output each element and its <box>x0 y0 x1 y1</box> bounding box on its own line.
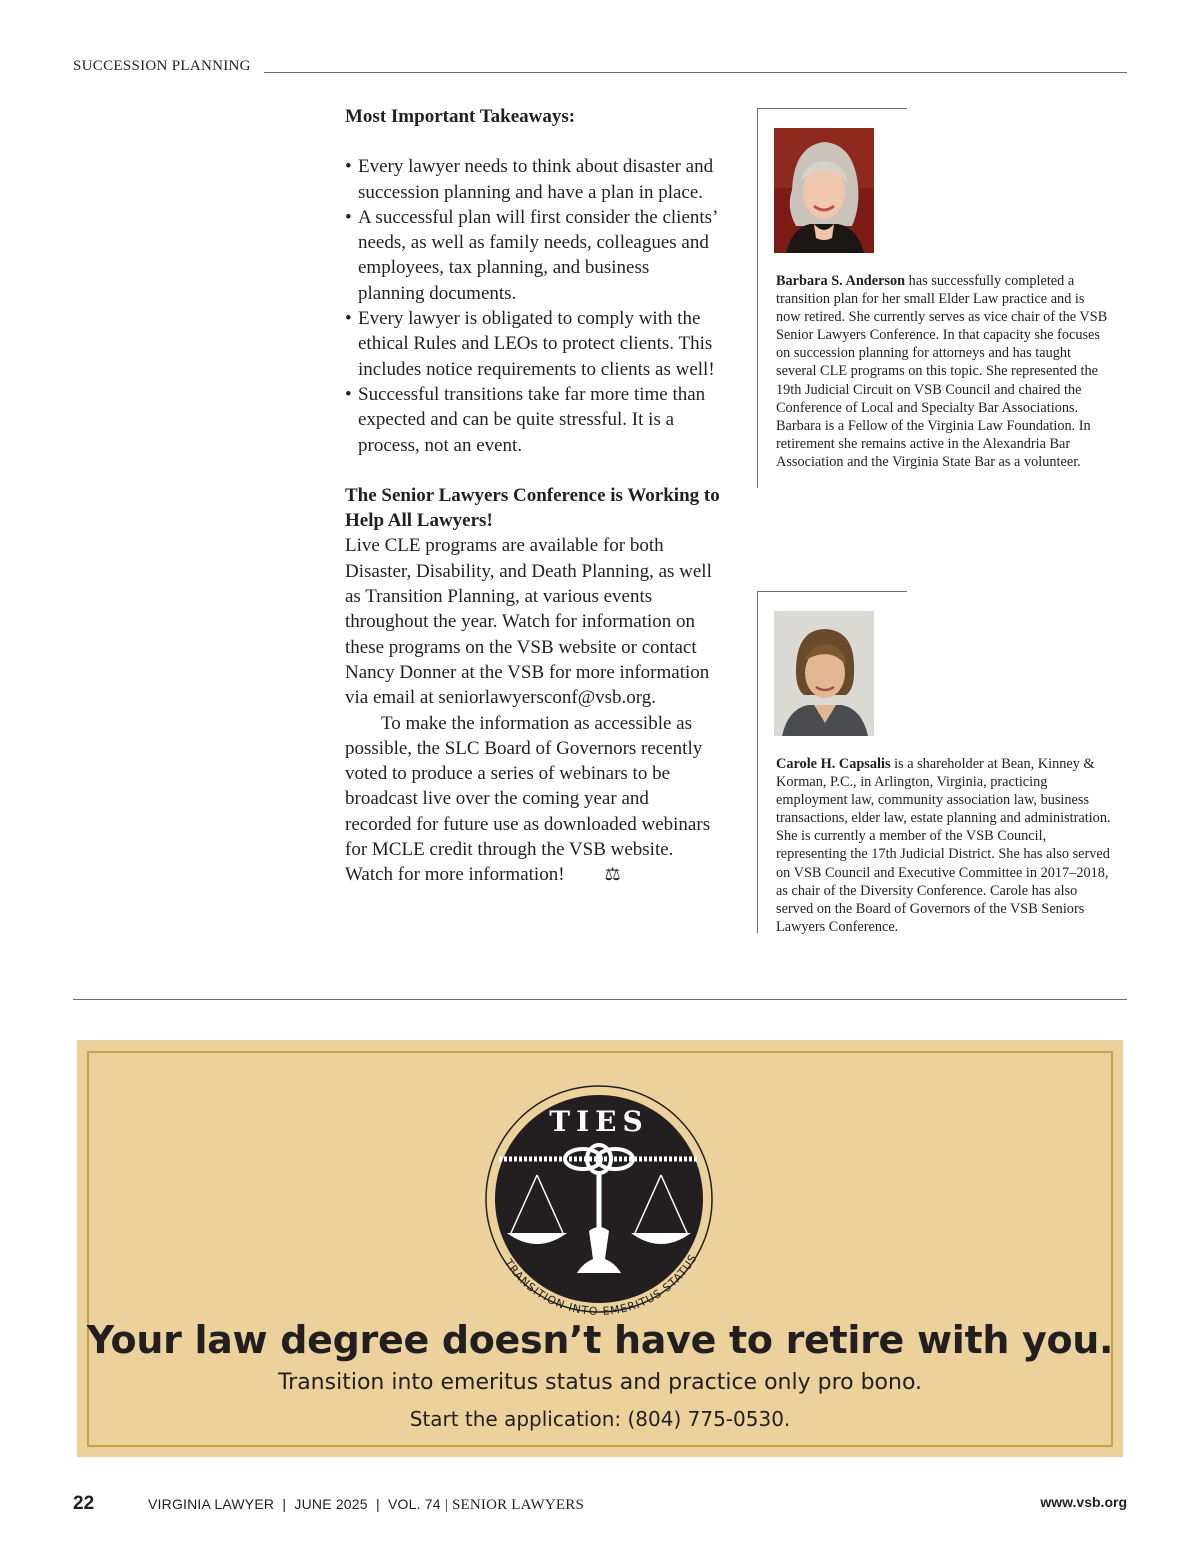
ad-subheadline: Transition into emeritus status and practice only pro bono. <box>277 1370 923 1395</box>
bio-name: Barbara S. Anderson <box>776 273 906 289</box>
section-divider <box>73 999 1127 1000</box>
bio-description: is a shareholder at Bean, Kinney & Korman, P.C., in Arlington, Virginia, practicing employment law, community association law, business transactions, elder law, estate planning and administration. She is currently a member of the VSB Council, representing the 17th Judicial District. She has also served on VSB Council and Executive Committee in 2017–2018, as chair of the Diversity Conference. Carole has also served on the Board of Governors of the VSB Seniors Lawyers Conference. <box>776 756 1111 935</box>
logo-ring-text: TRANSITION INTO EMERITUS STATUS <box>501 1251 700 1315</box>
bio-text <box>776 272 1111 471</box>
website-link[interactable]: www.vsb.org <box>1040 1494 1127 1510</box>
takeaways-list <box>345 154 720 458</box>
list-item: • A successful plan will first consider the clients’ needs, as well as family needs, colleagues and employees, tax planning, and business planning documents. <box>345 205 720 306</box>
bio-text <box>776 755 1111 936</box>
publication-name: VIRGINIA LAWYER | JUNE 2025 | VOL. 74 <box>148 1496 445 1512</box>
slc-paragraph-1: Live CLE programs are available for both Disaster, Disability, and Death Planning, as well as Transition Planning, at various events throughout the year. Watch for information on these programs on the VSB website or contact Nancy Donner at the VSB for more information via email at seniorlawyersconf@vsb.org. <box>345 535 712 709</box>
ad-phone-line: Start the application: (804) 775-0530. <box>409 1407 791 1431</box>
bio-frame <box>757 591 907 592</box>
section-name: | SENIOR LAWYERS <box>444 1497 584 1513</box>
author-photo-capsalis <box>774 611 874 736</box>
bio-frame <box>757 591 758 933</box>
list-item: • Every lawyer needs to think about disaster and succession planning and have a plan in place. <box>345 154 720 205</box>
ties-logo <box>481 1083 717 1315</box>
publication-info <box>148 1496 584 1514</box>
ad-headline: Your law degree doesn’t have to retire with you. <box>86 1318 1114 1362</box>
bio-barbara-anderson <box>757 108 1110 488</box>
section-label: SUCCESSION PLANNING <box>73 58 251 74</box>
bio-carole-capsalis <box>757 591 1110 933</box>
scales-icon: ⚖ <box>604 864 621 885</box>
author-photo-anderson <box>774 128 874 253</box>
page-number: 22 <box>73 1493 95 1514</box>
list-item: • Successful transitions take far more time than expected and can be quite stressful. It is a process, not an event. <box>345 382 720 458</box>
slc-paragraph-2-text: To make the information as accessible as possible, the SLC Board of Governors recently voted to produce a series of webinars to be broadcast live over the coming year and recorded for future use as downloaded webinars for MCLE credit through the VSB website. Watch for more information! <box>345 712 711 886</box>
header-rule <box>264 72 1127 73</box>
bio-name: Carole H. Capsalis <box>776 756 891 772</box>
bio-description: has successfully completed a transition plan for her small Elder Law practice and is now retired. She currently serves as vice chair of the VSB Senior Lawyers Conference. In that capacity she focuses on succession planning for attorneys and has taught several CLE programs on this topic. She represented the 19th Judicial Circuit on VSB Council and chaired the Conference of Local and Specialty Bar Associations. Barbara is a Fellow of the Virginia Law Foundation. In retirement she remains active in the Alexandria Bar Association and the Virginia State Bar as a volunteer. <box>776 273 1108 470</box>
article-column <box>345 104 720 888</box>
slc-heading: The Senior Lawyers Conference is Working to Help All Lawyers! <box>345 484 720 532</box>
bio-frame <box>757 108 758 488</box>
slc-paragraph-2 <box>345 711 720 888</box>
bio-frame <box>757 108 907 109</box>
list-item: • Every lawyer is obligated to comply with the ethical Rules and LEOs to protect clients. This includes notice requirements to clients as well! <box>345 306 720 382</box>
takeaways-heading: Most Important Takeaways: <box>345 106 576 127</box>
ties-advertisement <box>77 1040 1123 1457</box>
logo-title: TIES <box>549 1105 649 1138</box>
